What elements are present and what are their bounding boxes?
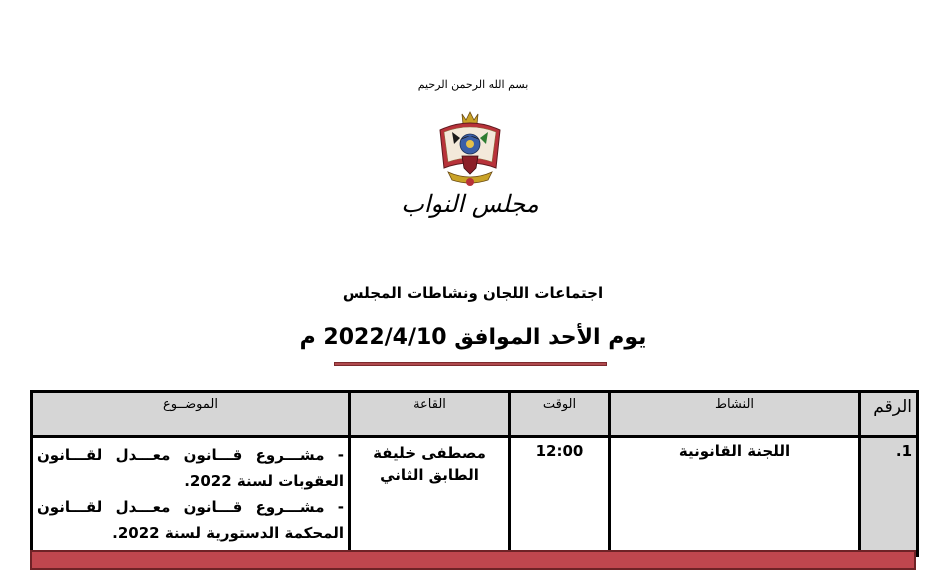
- topic-item: - مشـــروع قـــانون معـــدل لقـــانون العقوبات لسنة 2022.: [37, 446, 344, 490]
- document-title: اجتماعات اللجان ونشاطات المجلس: [342, 284, 604, 302]
- topic-item: - مشـــروع قـــانون معـــدل لقـــانون المحكمة الدستورية لسنة 2022.: [37, 498, 344, 542]
- row-number: 1.: [860, 437, 918, 556]
- schedule-table: [30, 390, 919, 557]
- room-name: مصطفى خليفة: [373, 444, 486, 462]
- document-date: يوم الأحد الموافق 2022/4/10 م: [299, 325, 647, 350]
- row-time: 12:00: [510, 437, 610, 556]
- header-room: القاعة: [350, 392, 510, 437]
- row-activity: اللجنة القانونية: [610, 437, 860, 556]
- header-number: الرقم: [860, 392, 918, 437]
- basmala-text: بسم الله الرحمن الرحيم: [417, 78, 529, 91]
- footer-accent-bar: [30, 550, 916, 570]
- header-time: الوقت: [510, 392, 610, 437]
- header-topic: الموضــوع: [32, 392, 350, 437]
- header-activity: النشاط: [610, 392, 860, 437]
- jordan-coat-of-arms-icon: [430, 110, 510, 190]
- row-topic: [32, 437, 350, 556]
- table-header-row: [32, 392, 918, 437]
- room-floor: الطابق الثاني: [380, 466, 479, 484]
- date-underline-bar: [334, 362, 607, 366]
- parliament-logo-text: مجلس النواب: [401, 190, 539, 218]
- table-row: [32, 437, 918, 556]
- row-room: [350, 437, 510, 556]
